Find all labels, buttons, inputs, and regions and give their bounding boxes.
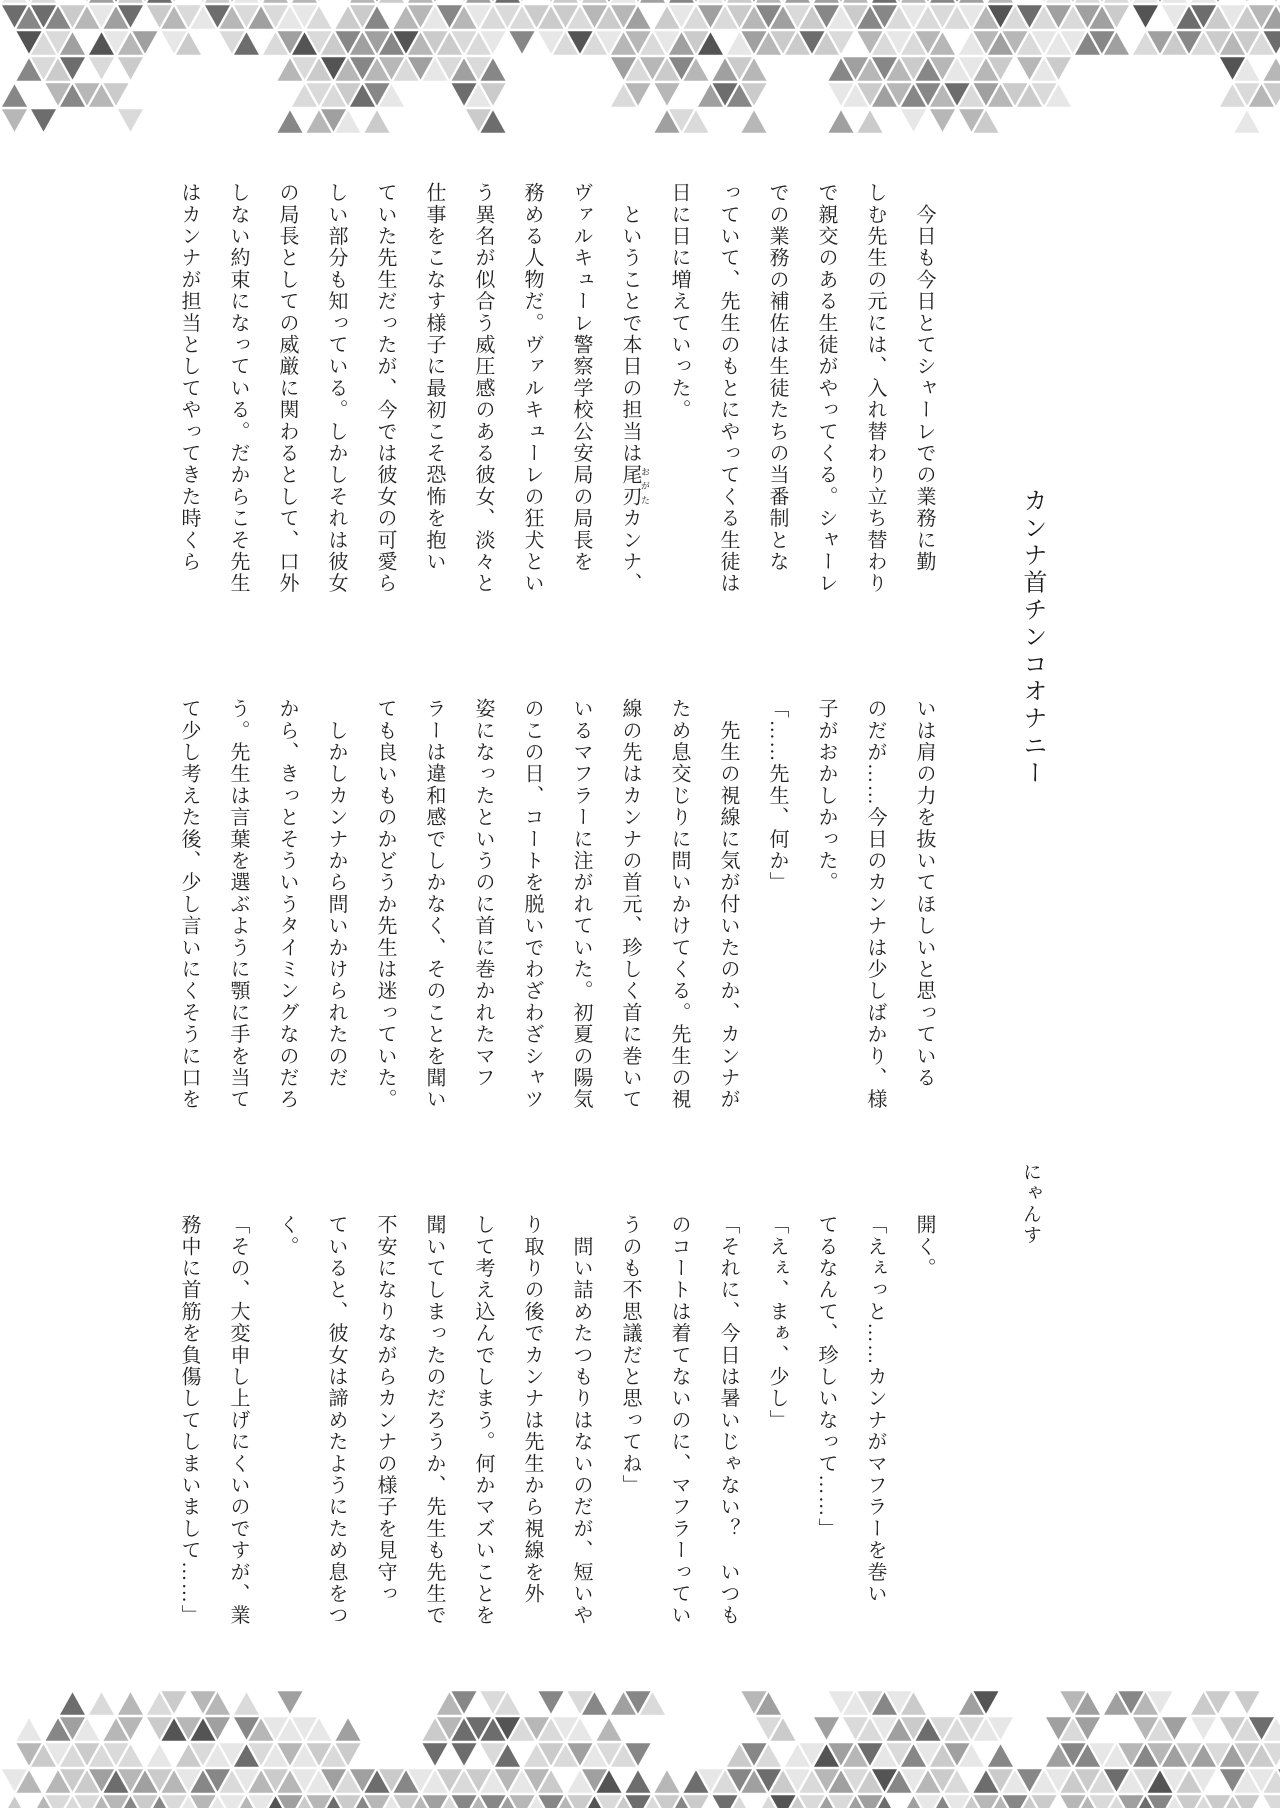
text-column: 務める人物だ。ヴァルキューレの狂犬とい bbox=[521, 182, 543, 595]
mosaic-triangle bbox=[278, 110, 303, 132]
mosaic-triangle bbox=[1191, 0, 1216, 3]
mosaic-triangle bbox=[408, 0, 433, 3]
paragraph-band-2 bbox=[164, 698, 948, 1148]
mosaic-triangle bbox=[133, 1795, 158, 1808]
mosaic-triangle bbox=[220, 1795, 245, 1808]
text-column: っていて、先生のもとにやってくる生徒は bbox=[717, 182, 739, 595]
mosaic-triangle bbox=[959, 0, 984, 3]
mosaic-triangle bbox=[1264, 0, 1280, 2]
triangle-mosaic-top-border bbox=[0, 0, 1280, 140]
text-column: 「それに、今日は暑いじゃない？ いつも bbox=[717, 1214, 739, 1627]
text-column: ラーは違和感でしかなく、そのことを聞い bbox=[423, 698, 445, 1111]
mosaic-triangle bbox=[379, 0, 404, 3]
mosaic-triangle bbox=[814, 1717, 839, 1739]
text-column: ヴァルキューレ警察学校公安局の局長を bbox=[570, 182, 592, 573]
mosaic-triangle bbox=[669, 0, 694, 3]
text-column: のコートは着てないのに、マフラーってい bbox=[668, 1214, 690, 1627]
mosaic-triangle bbox=[597, 1718, 622, 1740]
mosaic-triangle bbox=[742, 110, 767, 132]
text-column: う。先生は言葉を選ぶように顎に手を当て bbox=[227, 698, 249, 1111]
text-column: う異名が似合う威圧感のある彼女、淡々と bbox=[472, 182, 494, 595]
mosaic-triangle bbox=[1133, 5, 1158, 27]
text-column: 線の先はカンナの首元、珍しく首に巻いて bbox=[619, 698, 641, 1111]
text-column: いは肩の力を抜いてほしいと思っている bbox=[913, 698, 935, 1089]
mosaic-triangle bbox=[31, 109, 56, 131]
mosaic-triangle bbox=[466, 0, 491, 3]
mosaic-triangle bbox=[278, 1691, 303, 1713]
mosaic-triangle bbox=[626, 1795, 651, 1808]
mosaic-triangle bbox=[597, 1795, 622, 1808]
text-column: はカンナが担当としてやってきた時くら bbox=[178, 182, 200, 573]
mosaic-triangle bbox=[118, 0, 143, 3]
mosaic-triangle bbox=[31, 0, 56, 3]
mosaic-triangle bbox=[481, 1795, 506, 1808]
mosaic-triangle bbox=[640, 0, 665, 3]
mosaic-triangle bbox=[234, 0, 259, 3]
mosaic-triangle bbox=[684, 1795, 709, 1808]
mosaic-triangle bbox=[205, 0, 230, 3]
text-column: 今日も今日とてシャーレでの業務に勤 bbox=[913, 182, 935, 573]
mosaic-triangle bbox=[336, 1795, 361, 1808]
mosaic-triangle bbox=[147, 0, 172, 3]
mosaic-triangle bbox=[1075, 0, 1100, 3]
text-column: しかしカンナから問いかけられたのだ bbox=[325, 698, 347, 1089]
mosaic-triangle bbox=[350, 0, 375, 3]
mosaic-triangle bbox=[553, 0, 578, 3]
mosaic-triangle bbox=[1104, 0, 1129, 3]
mosaic-triangle bbox=[89, 57, 114, 79]
text-column: 問い詰めたつもりはないのだが、短いや bbox=[570, 1214, 592, 1627]
mosaic-triangle bbox=[307, 1795, 332, 1808]
mosaic-triangle bbox=[698, 0, 723, 3]
text-column: いるマフラーに注がれていた。初夏の陽気 bbox=[570, 698, 592, 1111]
text-column: しい部分も知っている。しかしそれは彼女 bbox=[325, 182, 347, 595]
mosaic-triangle bbox=[191, 1795, 216, 1808]
mosaic-triangle bbox=[930, 0, 955, 3]
mosaic-triangle bbox=[785, 0, 810, 3]
mosaic-triangle bbox=[46, 1795, 71, 1808]
mosaic-triangle bbox=[626, 1770, 651, 1792]
mosaic-triangle bbox=[611, 0, 636, 3]
mosaic-triangle bbox=[901, 109, 926, 131]
mosaic-triangle bbox=[1235, 1795, 1260, 1808]
text-column: 仕事をこなす様子に最初こそ恐怖を抱い bbox=[423, 182, 445, 573]
text-column: 聞いてしまったのだろうか、先生も先生で bbox=[423, 1214, 445, 1627]
text-column: ため息交じりに問いかけてくる。先生の視 bbox=[668, 698, 690, 1111]
mosaic-triangle bbox=[118, 109, 143, 131]
mosaic-triangle bbox=[336, 1718, 361, 1740]
mosaic-triangle bbox=[292, 0, 317, 3]
story-title: カンナ首チンコオナニー bbox=[1019, 488, 1045, 788]
mosaic-triangle bbox=[365, 1795, 390, 1808]
mosaic-triangle bbox=[510, 1795, 535, 1808]
mosaic-triangle bbox=[249, 1795, 274, 1808]
mosaic-triangle bbox=[727, 0, 752, 3]
mosaic-triangle bbox=[945, 1795, 970, 1808]
mosaic-triangle bbox=[1032, 1795, 1057, 1808]
mosaic-triangle bbox=[1090, 1795, 1115, 1808]
text-column: 務中に首筋を負傷してしまいまして……」 bbox=[178, 1214, 200, 1627]
mosaic-triangle bbox=[1177, 1795, 1202, 1808]
mosaic-triangle bbox=[988, 0, 1013, 3]
mosaic-triangle bbox=[1061, 1795, 1086, 1808]
text-column: てるなんて、珍しいなって……」 bbox=[815, 1214, 837, 1540]
mosaic-triangle bbox=[814, 0, 839, 3]
mosaic-triangle bbox=[263, 0, 288, 3]
triangle-mosaic-bottom-border bbox=[0, 1668, 1280, 1808]
text-column: て少し考えた後、少し言いにくそうに口を bbox=[178, 698, 200, 1111]
mosaic-triangle bbox=[858, 110, 883, 132]
text-column: り取りの後でカンナは先生から視線を外 bbox=[521, 1214, 543, 1605]
mosaic-triangle bbox=[452, 1743, 477, 1765]
text-column: して考え込んでしまう。何かマズいことを bbox=[472, 1214, 494, 1627]
mosaic-triangle bbox=[858, 1795, 883, 1808]
text-column: 「……先生、何か」 bbox=[766, 698, 788, 894]
mosaic-triangle bbox=[872, 0, 897, 3]
text-column: うのも不思議だと思ってね」 bbox=[619, 1214, 641, 1497]
mosaic-triangle bbox=[147, 1744, 172, 1766]
mosaic-triangle bbox=[1046, 0, 1071, 3]
mosaic-triangle bbox=[1148, 1795, 1173, 1808]
mosaic-triangle bbox=[2, 1796, 27, 1808]
mosaic-triangle bbox=[118, 57, 143, 79]
paragraph-band-1 bbox=[164, 182, 948, 632]
mosaic-triangle bbox=[1235, 0, 1260, 2]
text-column: 子がおかしかった。 bbox=[815, 698, 837, 894]
author-name: にゃんす bbox=[1020, 1162, 1041, 1246]
mosaic-triangle bbox=[655, 1795, 680, 1808]
text-column: 「その、大変申し上げにくいのですが、業 bbox=[227, 1214, 249, 1627]
mosaic-triangle bbox=[2, 84, 27, 106]
mosaic-triangle bbox=[118, 1692, 143, 1714]
mosaic-triangle bbox=[582, 0, 607, 3]
mosaic-triangle bbox=[1162, 0, 1187, 3]
mosaic-triangle bbox=[713, 1795, 738, 1808]
mosaic-triangle bbox=[17, 1718, 42, 1740]
mosaic-triangle bbox=[89, 1692, 114, 1714]
mosaic-triangle bbox=[495, 0, 520, 3]
mosaic-triangle bbox=[1235, 1691, 1260, 1713]
mosaic-triangle bbox=[423, 1795, 448, 1808]
mosaic-triangle bbox=[974, 1795, 999, 1808]
text-column: のこの日、コートを脱いでわざわざシャツ bbox=[521, 698, 543, 1111]
mosaic-triangle bbox=[539, 1691, 564, 1713]
mosaic-triangle bbox=[539, 1795, 564, 1808]
mosaic-triangle bbox=[655, 1770, 680, 1792]
mosaic-triangle bbox=[1235, 110, 1260, 132]
mosaic-triangle bbox=[829, 1795, 854, 1808]
mosaic-triangle bbox=[1119, 1795, 1144, 1808]
mosaic-triangle bbox=[510, 31, 535, 53]
mosaic-triangle bbox=[771, 1795, 796, 1808]
mosaic-triangle bbox=[60, 1692, 85, 1714]
text-column: 不安になりながらカンナの様子を見守っ bbox=[374, 1214, 396, 1605]
mosaic-triangle bbox=[234, 1692, 259, 1714]
mosaic-triangle bbox=[843, 0, 868, 3]
text-column: 先生の視線に気が付いたのか、カンナが bbox=[717, 698, 739, 1111]
text-column: しむ先生の元には、入れ替わり立ち替わり bbox=[864, 182, 886, 595]
mosaic-triangle bbox=[2, 0, 27, 3]
text-column: のだが……今日のカンナは少しばかり、様 bbox=[864, 698, 886, 1111]
mosaic-triangle bbox=[1206, 1795, 1231, 1808]
mosaic-triangle bbox=[104, 1795, 129, 1808]
text-column: から、きっとそういうタイミングなのだろ bbox=[276, 698, 298, 1111]
mosaic-triangle bbox=[756, 0, 781, 3]
mosaic-triangle bbox=[394, 1795, 419, 1808]
text-column: 姿になったというのに首に巻かれたマフ bbox=[472, 698, 494, 1089]
mosaic-triangle bbox=[2, 109, 27, 131]
text-column: 「えぇ、まぁ、少し」 bbox=[766, 1214, 788, 1431]
mosaic-triangle bbox=[1264, 1795, 1280, 1808]
text-column: 「えぇっと……カンナがマフラーを巻い bbox=[864, 1214, 886, 1605]
mosaic-triangle bbox=[1191, 1717, 1216, 1739]
text-column: 日に日に増えていった。 bbox=[668, 182, 690, 421]
mosaic-triangle bbox=[1133, 0, 1158, 3]
mosaic-triangle bbox=[452, 1795, 477, 1808]
mosaic-triangle bbox=[829, 110, 854, 132]
text-column: く。 bbox=[276, 1214, 298, 1258]
mosaic-triangle bbox=[162, 1795, 187, 1808]
mosaic-triangle bbox=[75, 1795, 100, 1808]
paragraph-band-3 bbox=[164, 1214, 948, 1664]
mosaic-triangle bbox=[1003, 1795, 1028, 1808]
text-column: ということで本日の担当は尾刃 おがたカンナ、 bbox=[619, 182, 650, 595]
text-column: 開く。 bbox=[913, 1214, 935, 1280]
mosaic-triangle bbox=[365, 110, 390, 132]
mosaic-triangle bbox=[901, 0, 926, 3]
mosaic-triangle bbox=[568, 1795, 593, 1808]
mosaic-triangle bbox=[988, 1744, 1013, 1766]
text-column: で親交のある生徒がやってくる。シャーレ bbox=[815, 182, 837, 595]
text-column: ても良いものかどうか先生は迷っていた。 bbox=[374, 698, 396, 1111]
text-column: しない約束になっている。だからこそ先生 bbox=[227, 182, 249, 595]
text-column: での業務の補佐は生徒たちの当番制とな bbox=[766, 182, 788, 573]
mosaic-triangle bbox=[655, 83, 680, 105]
mosaic-triangle bbox=[278, 1795, 303, 1808]
text-column: ていた先生だったが、今では彼女の可愛ら bbox=[374, 182, 396, 595]
mosaic-triangle bbox=[930, 109, 955, 131]
mosaic-triangle bbox=[423, 1743, 448, 1765]
mosaic-triangle bbox=[800, 1795, 825, 1808]
mosaic-triangle bbox=[1264, 58, 1280, 80]
mosaic-triangle bbox=[89, 0, 114, 3]
text-column: の局長としての威厳に関わるとして、口外 bbox=[276, 182, 298, 595]
mosaic-triangle bbox=[916, 1795, 941, 1808]
text-column: ていると、彼女は諦めたようにため息をつ bbox=[325, 1214, 347, 1627]
